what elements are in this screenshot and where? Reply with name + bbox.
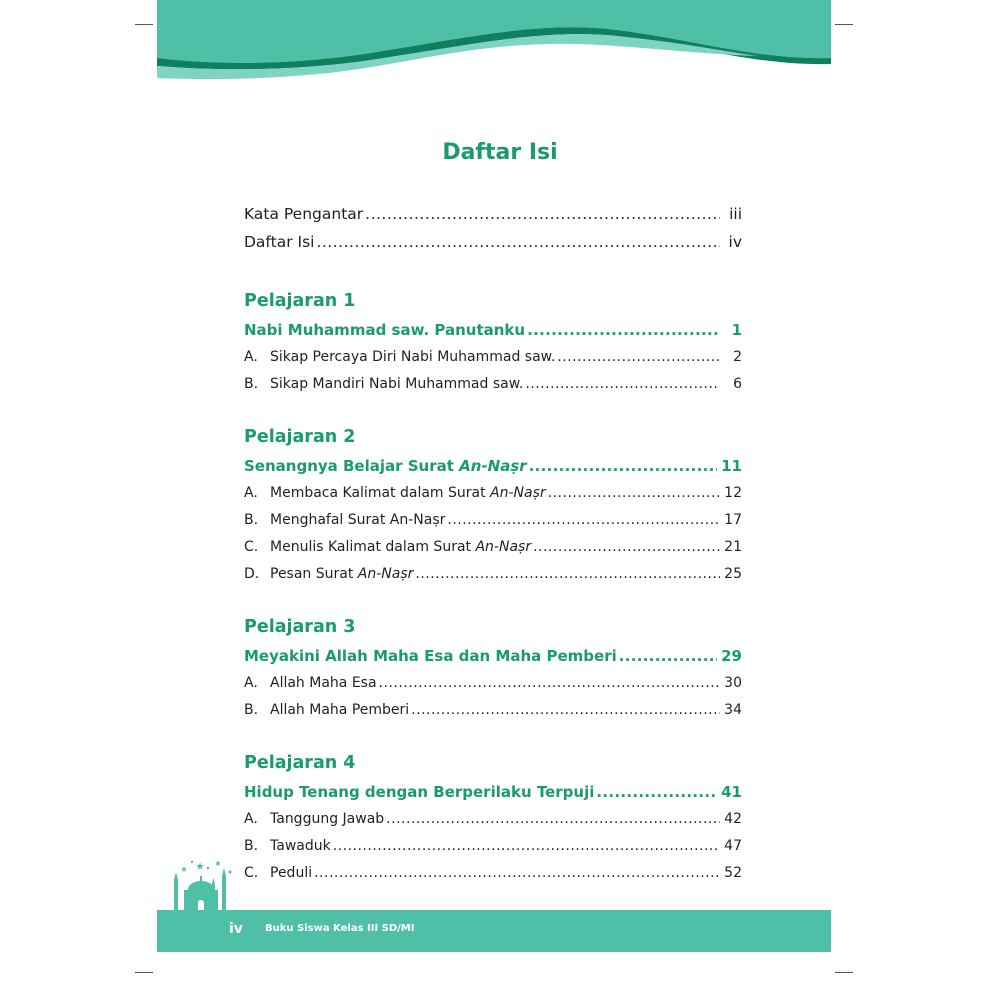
toc-entry-page: iii — [729, 205, 742, 223]
section-page: 25 — [724, 566, 742, 582]
chapter-heading: Pelajaran 2 — [244, 427, 356, 447]
chapter-page: 41 — [721, 783, 742, 801]
section-letter: B. — [244, 702, 259, 718]
dot-leader — [619, 642, 717, 670]
toc-section-row[interactable] — [244, 561, 742, 588]
section-page: 17 — [724, 512, 742, 528]
toc-section-row[interactable] — [244, 344, 742, 371]
section-page: 2 — [733, 349, 742, 365]
section-title: Menulis Kalimat dalam Surat An-Naṣr — [270, 539, 532, 555]
dot-leader — [557, 344, 720, 371]
dot-leader — [596, 778, 717, 806]
section-page: 12 — [724, 485, 742, 501]
section-letter: A. — [244, 349, 258, 365]
chapter-title-row[interactable] — [244, 642, 742, 670]
section-title: Tanggung Jawab — [270, 811, 385, 827]
toc-section-row[interactable] — [244, 480, 742, 507]
crop-mark — [835, 972, 853, 973]
section-page: 52 — [724, 865, 742, 881]
crop-mark — [835, 24, 853, 25]
section-letter: B. — [244, 512, 259, 528]
chapter-page: 11 — [721, 457, 742, 475]
toc-section-row[interactable] — [244, 371, 742, 398]
dot-leader — [447, 507, 720, 534]
section-letter: A. — [244, 811, 258, 827]
crop-mark — [135, 24, 153, 25]
dot-leader — [533, 534, 720, 561]
footer-bar — [157, 910, 831, 952]
toc-section-row[interactable] — [244, 670, 742, 697]
section-title: Peduli — [270, 865, 313, 881]
section-title: Sikap Mandiri Nabi Muhammad saw. — [270, 376, 524, 392]
toc-section-row[interactable] — [244, 534, 742, 561]
page-title: Daftar Isi — [442, 140, 558, 165]
toc-section-row[interactable] — [244, 833, 742, 860]
dot-leader — [529, 452, 717, 480]
section-letter: D. — [244, 566, 260, 582]
footer-book-title: Buku Siswa Kelas III SD/MI — [265, 923, 415, 934]
section-letter: A. — [244, 485, 258, 501]
section-page: 6 — [733, 376, 742, 392]
section-page: 21 — [724, 539, 742, 555]
chapter-title-row[interactable] — [244, 778, 742, 806]
chapter-title: Meyakini Allah Maha Esa dan Maha Pemberi — [244, 647, 617, 665]
table-of-contents — [244, 200, 742, 887]
section-title: Tawaduk — [270, 838, 331, 854]
section-page: 47 — [724, 838, 742, 854]
dot-leader — [527, 316, 720, 344]
crop-mark — [135, 972, 153, 973]
chapter-title: Nabi Muhammad saw. Panutanku — [244, 321, 526, 339]
chapter-page: 1 — [731, 321, 742, 339]
section-title: Allah Maha Pemberi — [270, 702, 410, 718]
header-wave — [157, 0, 831, 82]
chapter-heading: Pelajaran 1 — [244, 291, 356, 311]
dot-leader — [316, 228, 720, 256]
dot-leader — [314, 860, 720, 887]
chapter-title: Hidup Tenang dengan Berperilaku Terpuji — [244, 783, 595, 801]
section-page: 30 — [724, 675, 742, 691]
footer-page-number: iv — [229, 921, 243, 937]
toc-section-row[interactable] — [244, 860, 742, 887]
dot-leader — [525, 371, 720, 398]
section-title: Membaca Kalimat dalam Surat An-Naṣr — [270, 485, 546, 501]
section-title: Menghafal Surat An-Naṣr — [270, 512, 446, 528]
section-title: Pesan Surat An-Naṣr — [270, 566, 414, 582]
toc-entry-label: Kata Pengantar — [244, 205, 364, 223]
chapter-heading: Pelajaran 4 — [244, 753, 356, 773]
toc-section-row[interactable] — [244, 507, 742, 534]
chapter-title: Senangnya Belajar Surat An-Naṣr — [244, 457, 527, 475]
section-letter: C. — [244, 539, 259, 555]
toc-entry-label: Daftar Isi — [244, 233, 315, 251]
section-letter: C. — [244, 865, 259, 881]
toc-section-row[interactable] — [244, 806, 742, 833]
section-page: 42 — [724, 811, 742, 827]
toc-section-row[interactable] — [244, 697, 742, 724]
chapter-title-row[interactable] — [244, 452, 742, 480]
dot-leader — [365, 200, 720, 228]
dot-leader — [548, 480, 720, 507]
section-letter: B. — [244, 838, 259, 854]
section-letter: A. — [244, 675, 258, 691]
mosque-icon — [170, 860, 234, 914]
chapter-page: 29 — [721, 647, 742, 665]
chapter-heading: Pelajaran 3 — [244, 617, 356, 637]
section-letter: B. — [244, 376, 259, 392]
dot-leader — [379, 670, 720, 697]
dot-leader — [386, 806, 720, 833]
toc-entry-kata-pengantar[interactable] — [244, 200, 742, 228]
section-title: Sikap Percaya Diri Nabi Muhammad saw. — [270, 349, 556, 365]
section-page: 34 — [724, 702, 742, 718]
toc-entry-page: iv — [728, 233, 742, 251]
dot-leader — [415, 561, 720, 588]
chapter-title-row[interactable] — [244, 316, 742, 344]
dot-leader — [411, 697, 720, 724]
dot-leader — [333, 833, 720, 860]
toc-entry-daftar-isi[interactable] — [244, 228, 742, 256]
section-title: Allah Maha Esa — [270, 675, 377, 691]
